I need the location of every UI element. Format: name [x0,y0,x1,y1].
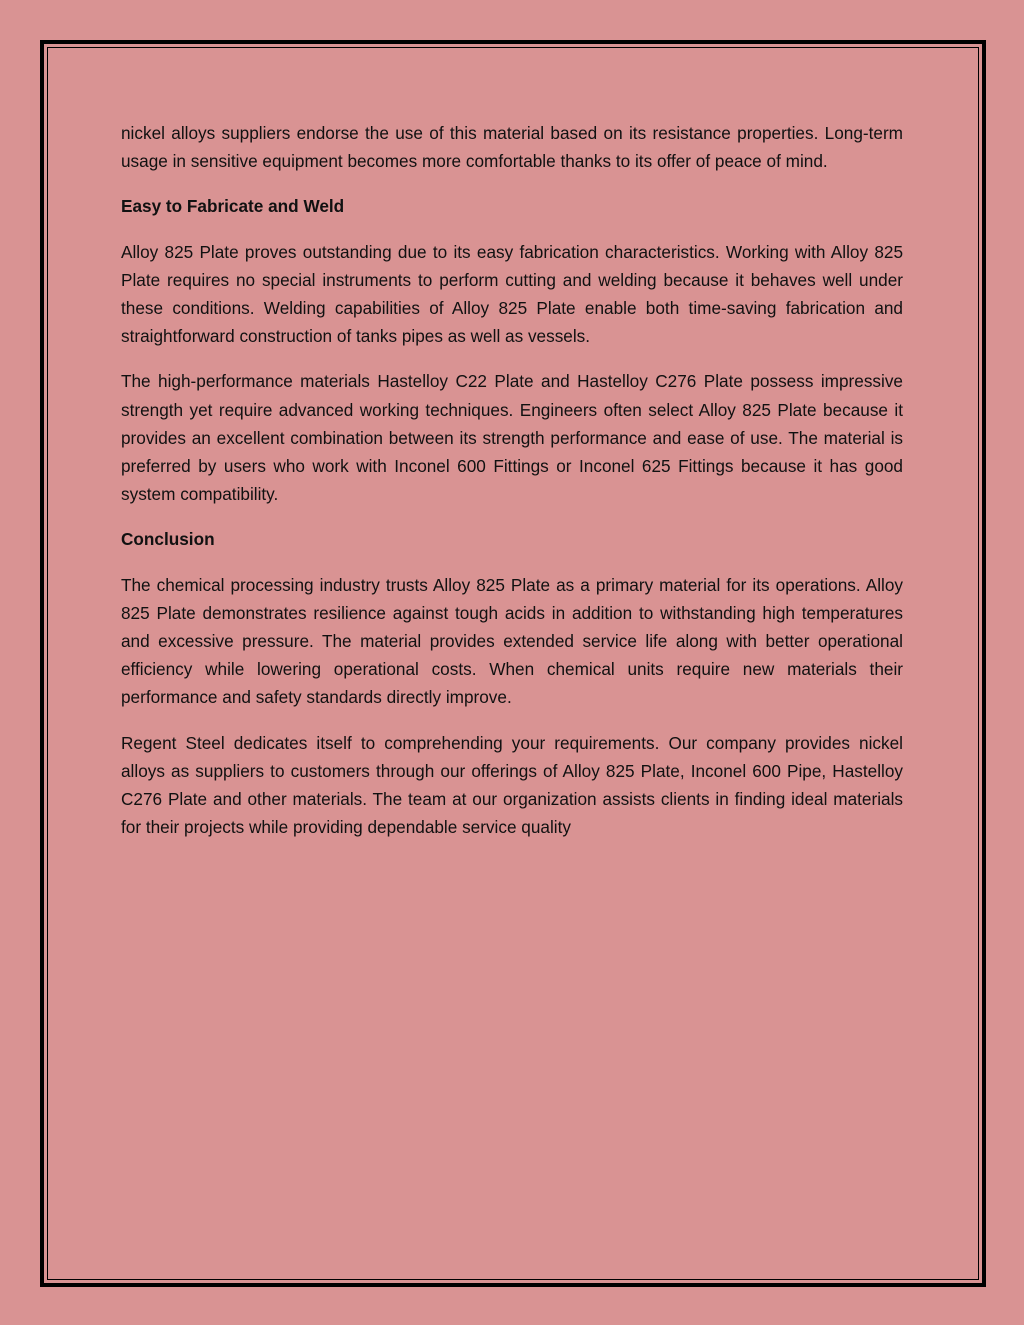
fabricate-paragraph-2: The high-performance materials Hastelloy C22 Plate and Hastelloy C276 Plate possess impressive strength yet require advanced working techniques. Engineers often select Alloy 825 Plate because it provides an excellent combination between its strength performance and ease of use. The material is preferred by users who work with Inconel 600 Fittings or Inconel 625 Fittings because it has good system compatibility. [121,371,903,505]
heading-fabricate-weld: Easy to Fabricate and Weld [121,196,345,217]
conclusion-paragraph-2: Regent Steel dedicates itself to comprehending your requirements. Our company provides nickel alloys as suppliers to customers through our offerings of Alloy 825 Plate, Inconel 600 Pipe, Hastelloy C276 Plate and other materials. The team at our organization assists clients in finding ideal materials for their projects while providing dependable service quality [121,732,903,838]
document-body [121,119,903,858]
fabricate-paragraph-1: Alloy 825 Plate proves outstanding due to its easy fabrication characteristics. Working with Alloy 825 Plate requires no special instruments to perform cutting and welding because it behaves well under these conditions. Welding capabilities of Alloy 825 Plate enable both time-saving fabrication and straightforward construction of tanks pipes as well as vessels. [121,241,903,347]
intro-paragraph: nickel alloys suppliers endorse the use of this material based on its resistance properties. Long-term usage in sensitive equipment becomes more comfortable thanks to its offer of peace of mind. [121,123,903,172]
heading-conclusion: Conclusion [121,529,215,550]
conclusion-paragraph-1: The chemical processing industry trusts Alloy 825 Plate as a primary material for its operations. Alloy 825 Plate demonstrates resilience against tough acids in addition to withstanding high temperatures and excessive pressure. The material provides extended service life along with better operational efficiency while lowering operational costs. When chemical units require new materials their performance and safety standards directly improve. [121,574,903,708]
